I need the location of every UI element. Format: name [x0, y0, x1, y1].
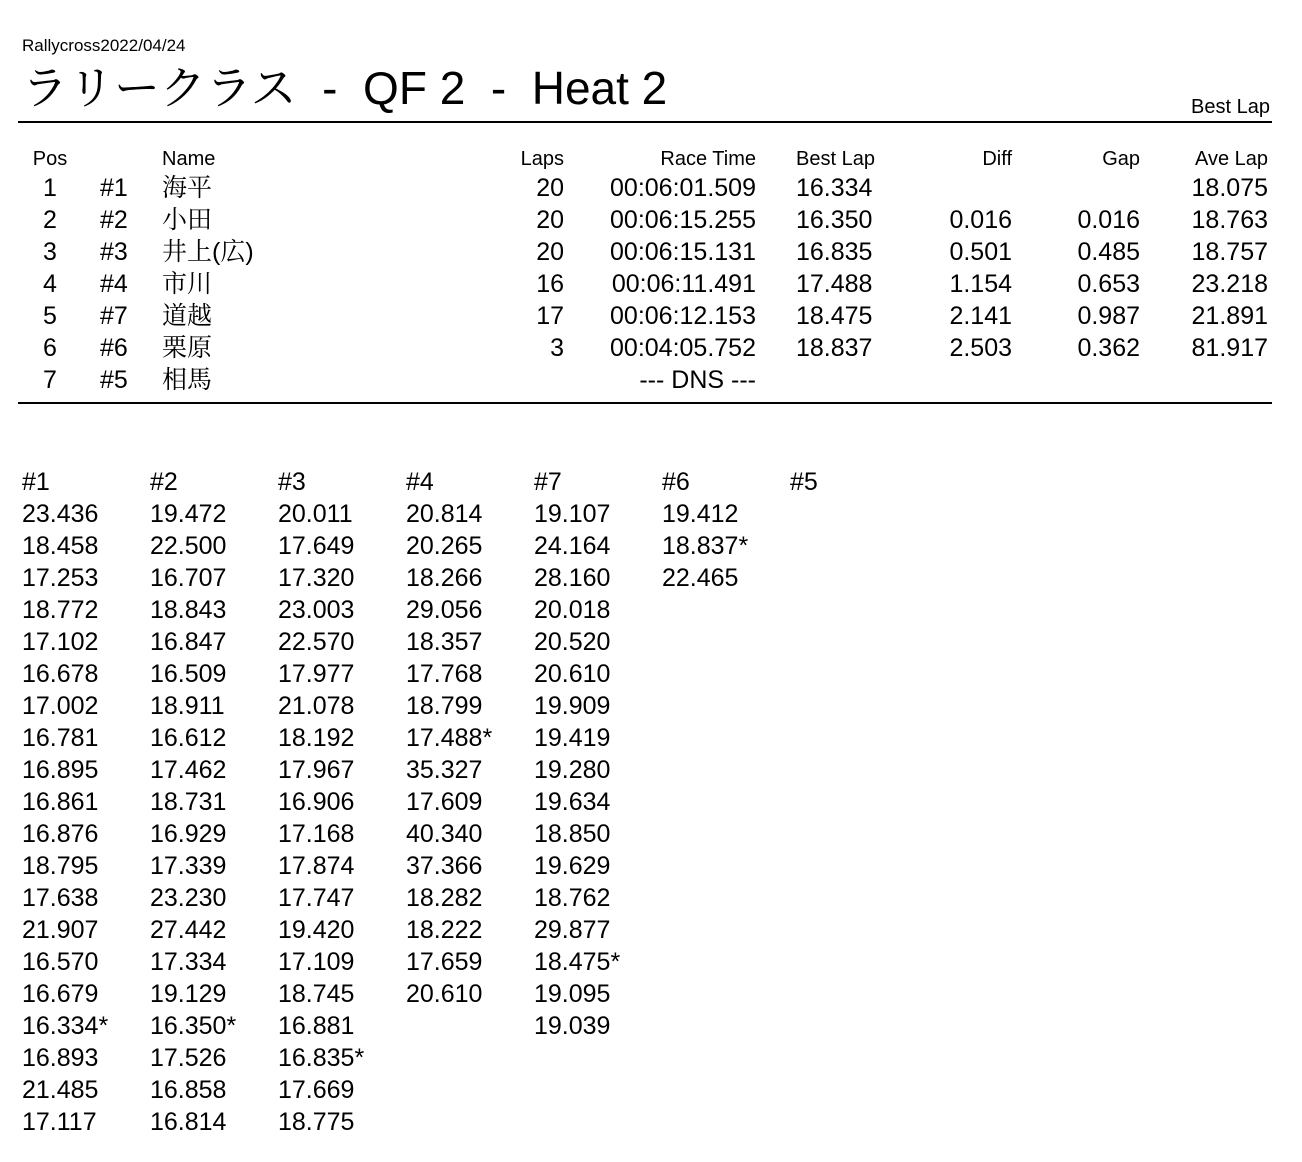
result-ave: 81.917 [1191, 334, 1268, 362]
lap-time: 17.102 [22, 628, 99, 656]
result-best: 18.475 [796, 302, 873, 330]
result-best: 16.350 [796, 206, 873, 234]
lap-time: 18.837* [662, 532, 749, 560]
lap-time: 16.906 [278, 788, 355, 816]
result-time: 00:06:01.509 [610, 174, 756, 202]
result-num: #4 [100, 270, 128, 298]
lap-time: 17.609 [406, 788, 483, 816]
lap-time: 35.327 [406, 756, 483, 784]
lap-column-car: #4 [406, 468, 434, 496]
result-laps: 20 [536, 206, 564, 234]
lap-time: 17.977 [278, 660, 355, 688]
lap-time: 18.222 [406, 916, 483, 944]
result-ave: 23.218 [1191, 270, 1268, 298]
result-laps: 20 [536, 174, 564, 202]
lap-time: 23.230 [150, 884, 227, 912]
lap-time: 18.775 [278, 1108, 355, 1136]
result-gap: 0.987 [1077, 302, 1140, 330]
result-gap: 0.016 [1077, 206, 1140, 234]
result-time: 00:06:15.255 [610, 206, 756, 234]
lap-time: 29.056 [406, 596, 483, 624]
lap-time: 18.266 [406, 564, 483, 592]
lap-time: 16.679 [22, 980, 99, 1008]
top-divider [18, 121, 1272, 123]
result-gap: 0.485 [1077, 238, 1140, 266]
lap-column-car: #2 [150, 468, 178, 496]
result-pos: 5 [43, 302, 57, 330]
results-header [0, 146, 1302, 172]
lap-time: 20.011 [278, 500, 353, 528]
lap-column-car: #5 [790, 468, 818, 496]
result-diff: 1.154 [949, 270, 1012, 298]
result-row [0, 364, 1302, 396]
lap-time: 18.762 [534, 884, 611, 912]
lap-time: 17.768 [406, 660, 483, 688]
result-num: #3 [100, 238, 128, 266]
result-name: 海平 [162, 174, 213, 202]
lap-time: 18.772 [22, 596, 99, 624]
lap-time: 16.334* [22, 1012, 109, 1040]
result-row [0, 204, 1302, 236]
result-diff: 0.501 [949, 238, 1012, 266]
lap-time: 16.678 [22, 660, 99, 688]
lap-time: 17.649 [278, 532, 355, 560]
result-diff: 2.141 [949, 302, 1012, 330]
lap-column [150, 466, 236, 1138]
result-laps: 17 [536, 302, 564, 330]
lap-time: 16.929 [150, 820, 227, 848]
lap-time: 19.095 [534, 980, 611, 1008]
lap-time: 16.893 [22, 1044, 99, 1072]
col-ave-lap: Ave Lap [1194, 148, 1268, 170]
lap-time: 16.881 [278, 1012, 355, 1040]
lap-time: 20.265 [406, 532, 483, 560]
result-row [0, 332, 1302, 364]
lap-time: 17.253 [22, 564, 99, 592]
result-ave: 18.763 [1191, 206, 1268, 234]
lap-time: 17.747 [278, 884, 355, 912]
lap-column [534, 466, 620, 1042]
lap-time: 20.814 [406, 500, 483, 528]
lap-time: 17.659 [406, 948, 483, 976]
lap-time: 18.357 [406, 628, 483, 656]
lap-time: 16.876 [22, 820, 99, 848]
lap-time: 17.967 [278, 756, 355, 784]
event-date: Rallycross2022/04/24 [22, 36, 186, 55]
col-gap: Gap [1102, 148, 1140, 170]
result-num: #5 [100, 366, 128, 394]
result-ave: 18.075 [1191, 174, 1268, 202]
lap-time: 18.458 [22, 532, 99, 560]
lap-time: 18.911 [150, 692, 225, 720]
lap-time: 20.610 [534, 660, 611, 688]
result-diff: 0.016 [949, 206, 1012, 234]
lap-time: 17.168 [278, 820, 355, 848]
lap-time: 22.465 [662, 564, 739, 592]
lap-time: 16.570 [22, 948, 99, 976]
lap-column-car: #6 [662, 468, 690, 496]
lap-time: 24.164 [534, 532, 611, 560]
result-laps: 20 [536, 238, 564, 266]
result-name: 栗原 [162, 334, 213, 362]
lap-time: 17.109 [278, 948, 355, 976]
result-row [0, 300, 1302, 332]
lap-column [278, 466, 364, 1138]
result-pos: 4 [43, 270, 57, 298]
lap-time: 18.475* [534, 948, 621, 976]
result-laps: 3 [550, 334, 564, 362]
result-name: 道越 [162, 302, 213, 330]
lap-time: 16.895 [22, 756, 99, 784]
lap-time: 16.350* [150, 1012, 237, 1040]
lap-time: 16.835* [278, 1044, 365, 1072]
result-pos: 2 [43, 206, 57, 234]
lap-time: 17.462 [150, 756, 227, 784]
lap-time: 22.570 [278, 628, 355, 656]
result-best: 16.835 [796, 238, 873, 266]
page-title: ラリークラス - QF 2 - Heat 2 [22, 62, 668, 114]
result-time: 00:04:05.752 [610, 334, 756, 362]
lap-column [22, 466, 108, 1138]
lap-time: 19.909 [534, 692, 611, 720]
lap-time: 18.745 [278, 980, 355, 1008]
col-race-time: Race Time [660, 148, 756, 170]
lap-time: 17.339 [150, 852, 227, 880]
lap-column-car: #7 [534, 468, 562, 496]
result-pos: 3 [43, 238, 57, 266]
lap-time: 23.003 [278, 596, 355, 624]
lap-time: 16.707 [150, 564, 227, 592]
result-num: #1 [100, 174, 128, 202]
lap-time: 27.442 [150, 916, 227, 944]
lap-time: 19.419 [534, 724, 611, 752]
result-diff: 2.503 [949, 334, 1012, 362]
lap-time: 17.002 [22, 692, 99, 720]
result-time: 00:06:12.153 [610, 302, 756, 330]
lap-column [662, 466, 748, 594]
result-pos: 1 [43, 174, 57, 202]
result-num: #7 [100, 302, 128, 330]
lap-time: 18.795 [22, 852, 99, 880]
result-time: --- DNS --- [639, 366, 756, 394]
lap-time: 17.526 [150, 1044, 227, 1072]
lap-time: 16.847 [150, 628, 227, 656]
lap-time: 16.509 [150, 660, 227, 688]
lap-time: 20.520 [534, 628, 611, 656]
lap-time: 18.282 [406, 884, 483, 912]
lap-time: 17.669 [278, 1076, 355, 1104]
lap-time: 20.610 [406, 980, 483, 1008]
result-best: 16.334 [796, 174, 873, 202]
lap-time: 21.907 [22, 916, 99, 944]
lap-time: 21.078 [278, 692, 355, 720]
lap-time: 19.412 [662, 500, 739, 528]
lap-time: 19.129 [150, 980, 227, 1008]
lap-time: 19.472 [150, 500, 227, 528]
col-name: Name [162, 148, 216, 170]
result-pos: 6 [43, 334, 57, 362]
lap-time: 19.629 [534, 852, 611, 880]
result-row [0, 268, 1302, 300]
lap-time: 19.420 [278, 916, 355, 944]
lap-column [406, 466, 492, 1010]
col-laps: Laps [520, 148, 564, 170]
best-lap-label: Best Lap [1191, 96, 1270, 118]
result-num: #2 [100, 206, 128, 234]
result-time: 00:06:11.491 [611, 270, 756, 298]
lap-column [790, 466, 818, 498]
results-table [0, 146, 1302, 396]
lap-time: 40.340 [406, 820, 483, 848]
result-name: 小田 [162, 206, 213, 234]
result-time: 00:06:15.131 [610, 238, 756, 266]
result-laps: 16 [536, 270, 564, 298]
result-ave: 18.757 [1191, 238, 1268, 266]
lap-time: 16.781 [22, 724, 99, 752]
lap-time: 17.117 [22, 1108, 97, 1136]
result-name: 相馬 [162, 366, 213, 394]
lap-time: 23.436 [22, 500, 99, 528]
result-row [0, 236, 1302, 268]
lap-time: 17.320 [278, 564, 355, 592]
lap-column-car: #3 [278, 468, 306, 496]
lap-time: 16.814 [150, 1108, 227, 1136]
lap-time: 17.874 [278, 852, 355, 880]
bottom-divider [18, 402, 1272, 404]
lap-time: 16.858 [150, 1076, 227, 1104]
result-gap: 0.362 [1077, 334, 1140, 362]
lap-time: 18.799 [406, 692, 483, 720]
result-pos: 7 [43, 366, 57, 394]
lap-time: 16.861 [22, 788, 99, 816]
result-best: 18.837 [796, 334, 873, 362]
lap-time: 19.107 [534, 500, 611, 528]
lap-time: 18.850 [534, 820, 611, 848]
lap-time: 19.280 [534, 756, 611, 784]
lap-time: 18.192 [278, 724, 355, 752]
lap-time: 19.634 [534, 788, 611, 816]
lap-time: 17.488* [406, 724, 493, 752]
result-best: 17.488 [796, 270, 873, 298]
result-name: 井上(広) [162, 238, 254, 266]
lap-time: 21.485 [22, 1076, 99, 1104]
lap-time: 22.500 [150, 532, 227, 560]
lap-time: 17.334 [150, 948, 227, 976]
result-gap: 0.653 [1077, 270, 1140, 298]
result-row [0, 172, 1302, 204]
result-name: 市川 [162, 270, 213, 298]
lap-time: 16.612 [150, 724, 227, 752]
lap-time: 18.731 [150, 788, 227, 816]
lap-time: 29.877 [534, 916, 611, 944]
result-ave: 21.891 [1191, 302, 1268, 330]
col-pos: Pos [32, 148, 68, 170]
lap-time: 18.843 [150, 596, 227, 624]
lap-time: 17.638 [22, 884, 99, 912]
lap-time: 28.160 [534, 564, 611, 592]
lap-time: 19.039 [534, 1012, 611, 1040]
result-num: #6 [100, 334, 128, 362]
lap-time: 20.018 [534, 596, 611, 624]
lap-column-car: #1 [22, 468, 50, 496]
col-best-lap: Best Lap [796, 148, 875, 170]
col-diff: Diff [982, 148, 1012, 170]
lap-time: 37.366 [406, 852, 483, 880]
